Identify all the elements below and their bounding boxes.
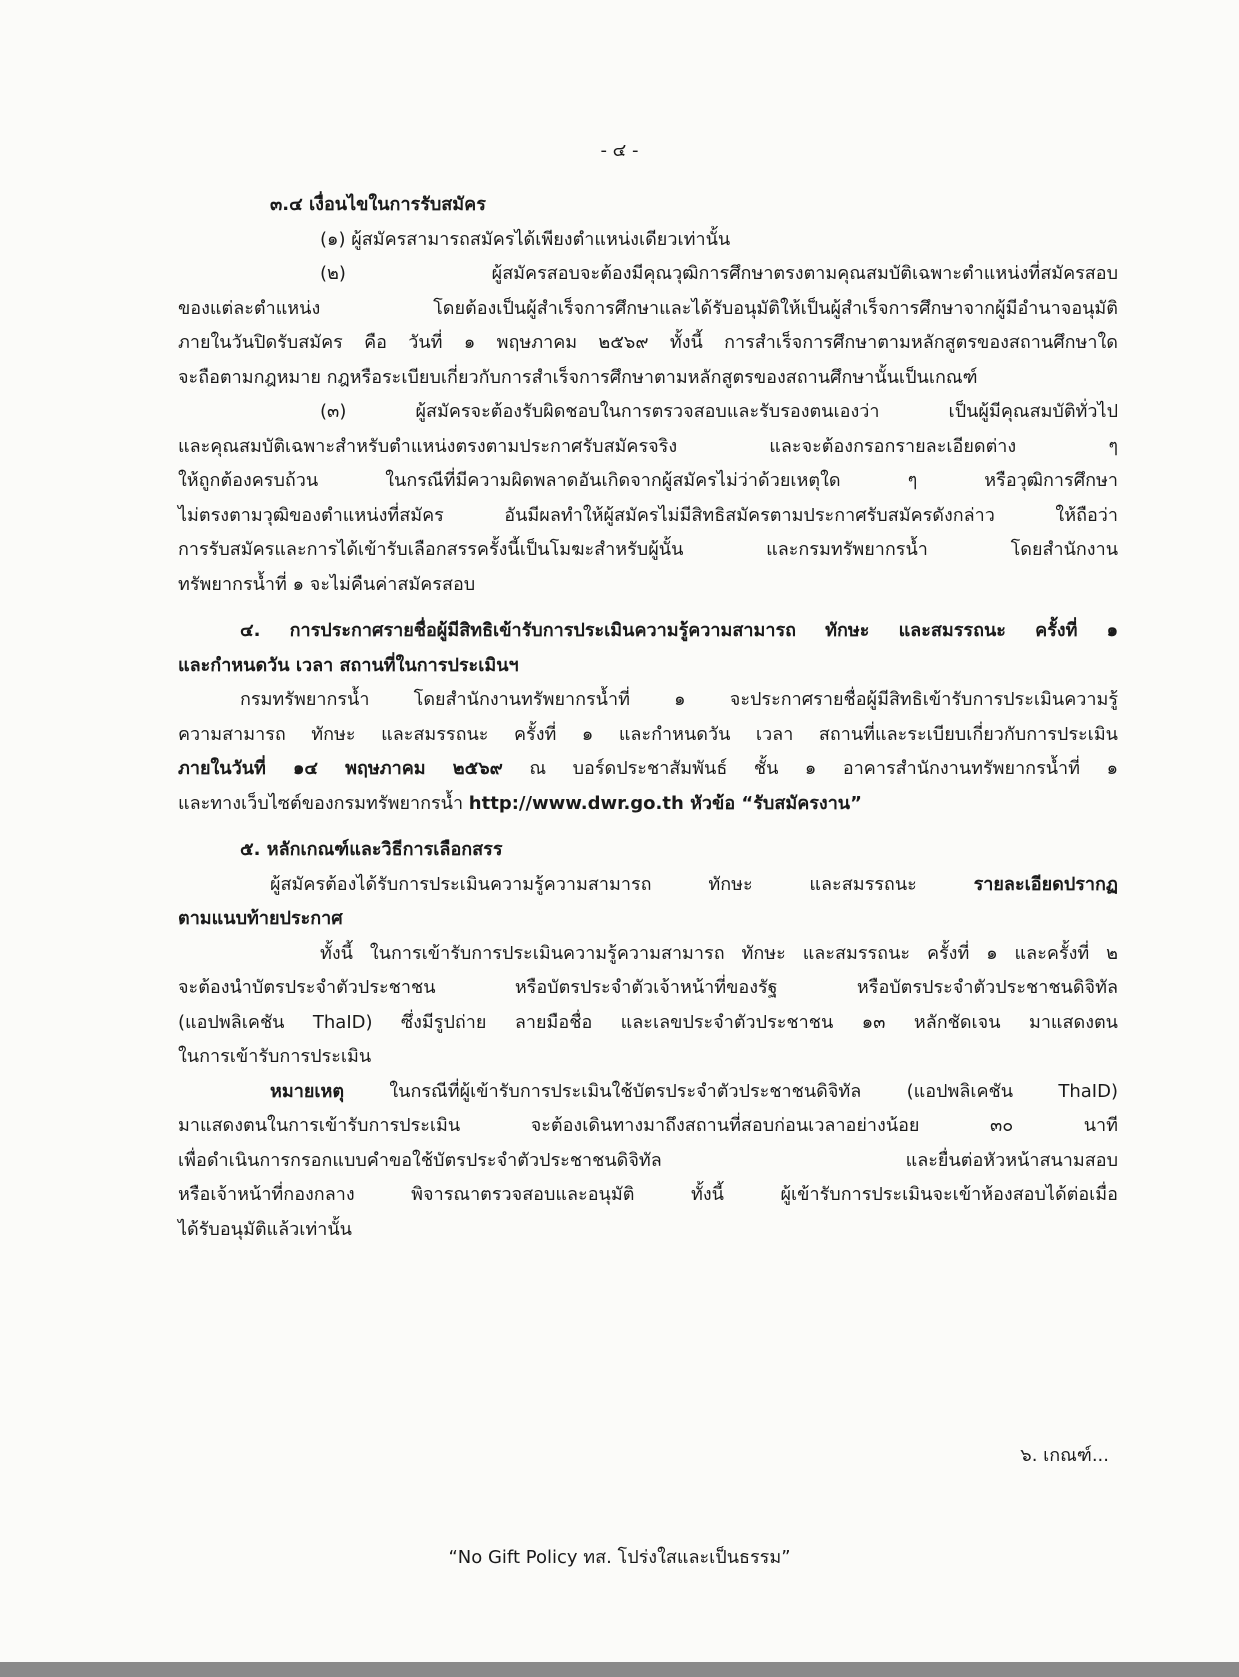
page-number: - ๔ - xyxy=(600,140,639,161)
scan-bottom-edge xyxy=(0,1662,1239,1677)
condition-2-line-4: จะถือตามกฎหมาย กฎหรือระเบียบเกี่ยวกับการสำเร็จการศึกษาตามหลักสูตรของสถานศึกษานั้นเป็นเกณฑ์ xyxy=(178,366,978,388)
condition-3-line-3: ให้ถูกต้องครบถ้วน ในกรณีที่มีความผิดพลาดอันเกิดจากผู้สมัครไม่ว่าด้วยเหตุใด ๆ หรือวุฒิการศึกษา xyxy=(178,470,1118,491)
section-5-para-2-line-4: ในการเข้ารับการประเมิน xyxy=(178,1046,372,1067)
section-4-para-line-4: และทางเว็บไซต์ของกรมทรัพยากรน้ำ http://www.dwr.go.th หัวข้อ “รับสมัครงาน” xyxy=(178,792,862,814)
condition-1: (๑) ผู้สมัครสามารถสมัครได้เพียงตำแหน่งเดียวเท่านั้น xyxy=(320,228,731,250)
section-4-heading-line-2: และกำหนดวัน เวลา สถานที่ในการประเมินฯ xyxy=(178,654,519,676)
section-4-heading-line-1: ๔. การประกาศรายชื่อผู้มีสิทธิเข้ารับการประเมินความรู้ความสามารถ ทักษะ และสมรรถนะ ครั้งที่ ๑ xyxy=(240,620,1118,641)
section-5-para-2-line-2: จะต้องนำบัตรประจำตัวประชาชน หรือบัตรประจำตัวเจ้าหน้าที่ของรัฐ หรือบัตรประจำตัวประชาชนดิจิทัล xyxy=(178,977,1118,998)
condition-2-line-1: (๒) ผู้สมัครสอบจะต้องมีคุณวุฒิการศึกษาตรงตามคุณสมบัติเฉพาะตำแหน่งที่สมัครสอบ xyxy=(320,263,1118,284)
section-5-para-1-line-1: ผู้สมัครต้องได้รับการประเมินความรู้ความสามารถ ทักษะ และสมรรถนะ รายละเอียดปรากฏ xyxy=(270,873,1118,895)
section-5-para-1-line-2: ตามแนบท้ายประกาศ xyxy=(178,908,343,929)
condition-3-line-5: การรับสมัครและการได้เข้ารับเลือกสรรครั้งนี้เป็นโมฆะสำหรับผู้นั้น และกรมทรัพยากรน้ำ โดยสำนักงาน xyxy=(178,539,1118,560)
website-link[interactable]: http://www.dwr.go.th xyxy=(468,792,684,814)
note-line-4: หรือเจ้าหน้าที่กองกลาง พิจารณาตรวจสอบและอนุมัติ ทั้งนี้ ผู้เข้ารับการประเมินจะเข้าห้องสอบได้ต่อเมื่อ xyxy=(178,1184,1118,1205)
section-3-4-heading: ๓.๔ เงื่อนไขในการรับสมัคร xyxy=(270,194,486,215)
continuation-marker: ๖. เกณฑ์... xyxy=(1020,1445,1109,1466)
footer-slogan: “No Gift Policy ทส. โปร่งใสและเป็นธรรม” xyxy=(448,1547,791,1568)
section-4-para-line-1: กรมทรัพยากรน้ำ โดยสำนักงานทรัพยากรน้ำที่ ๑ จะประกาศรายชื่อผู้มีสิทธิเข้ารับการประเมินความรู้ xyxy=(240,689,1118,710)
condition-2-line-3: ภายในวันปิดรับสมัคร คือ วันที่ ๑ พฤษภาคม ๒๕๖๙ ทั้งนี้ การสำเร็จการศึกษาตามหลักสูตรของสถานศึกษาใด xyxy=(178,332,1118,353)
note-line-2: มาแสดงตนในการเข้ารับการประเมิน จะต้องเดินทางมาถึงสถานที่สอบก่อนเวลาอย่างน้อย ๓๐ นาที xyxy=(178,1115,1118,1136)
condition-3-line-4: ไม่ตรงตามวุฒิของตำแหน่งที่สมัคร อันมีผลทำให้ผู้สมัครไม่มีสิทธิสมัครตามประกาศรับสมัครดังกล่าว ให้ถือว่า xyxy=(178,504,1118,526)
announcement-date: ภายในวันที่ ๑๔ พฤษภาคม ๒๕๖๙ xyxy=(178,758,503,779)
note-line-5: ได้รับอนุมัติแล้วเท่านั้น xyxy=(178,1218,352,1240)
note-line-1: หมายเหตุ ในกรณีที่ผู้เข้ารับการประเมินใช้บัตรประจำตัวประชาชนดิจิทัล (แอปพลิเคชัน ThaID) xyxy=(270,1080,1118,1102)
condition-2-line-2: ของแต่ละตำแหน่ง โดยต้องเป็นผู้สำเร็จการศึกษาและได้รับอนุมัติให้เป็นผู้สำเร็จการศึกษาจากผู้มีอำนาจอนุมัติ xyxy=(178,297,1118,319)
document-body xyxy=(178,188,1118,1247)
condition-3-line-2: และคุณสมบัติเฉพาะสำหรับตำแหน่งตรงตามประกาศรับสมัครจริง และจะต้องกรอกรายละเอียดต่าง ๆ xyxy=(178,435,1118,457)
section-5-para-2-line-1: ทั้งนี้ ในการเข้ารับการประเมินความรู้ความสามารถ ทักษะ และสมรรถนะ ครั้งที่ ๑ และครั้งที่ ๒ xyxy=(320,942,1118,964)
note-line-3: เพื่อดำเนินการกรอกแบบคำขอใช้บัตรประจำตัวประชาชนดิจิทัล และยื่นต่อหัวหน้าสนามสอบ xyxy=(178,1149,1118,1171)
section-5-para-2-line-3: (แอปพลิเคชัน ThaID) ซึ่งมีรูปถ่าย ลายมือชื่อ และเลขประจำตัวประชาชน ๑๓ หลักชัดเจน มาแสดงตน xyxy=(178,1011,1118,1033)
condition-3-line-1: (๓) ผู้สมัครจะต้องรับผิดชอบในการตรวจสอบและรับรองตนเองว่า เป็นผู้มีคุณสมบัติทั่วไป xyxy=(320,401,1118,422)
condition-3-line-6: ทรัพยากรน้ำที่ ๑ จะไม่คืนค่าสมัครสอบ xyxy=(178,573,476,595)
note-label: หมายเหตุ xyxy=(270,1080,345,1102)
section-4-para-line-3: ภายในวันที่ ๑๔ พฤษภาคม ๒๕๖๙ ณ บอร์ดประชาสัมพันธ์ ชั้น ๑ อาคารสำนักงานทรัพยากรน้ำที่ ๑ xyxy=(178,758,1118,779)
section-4-para-line-2: ความสามารถ ทักษะ และสมรรถนะ ครั้งที่ ๑ และกำหนดวัน เวลา สถานที่และระเบียบเกี่ยวกับการประเมิน xyxy=(178,723,1118,745)
section-5-heading: ๕. หลักเกณฑ์และวิธีการเลือกสรร xyxy=(240,839,503,860)
